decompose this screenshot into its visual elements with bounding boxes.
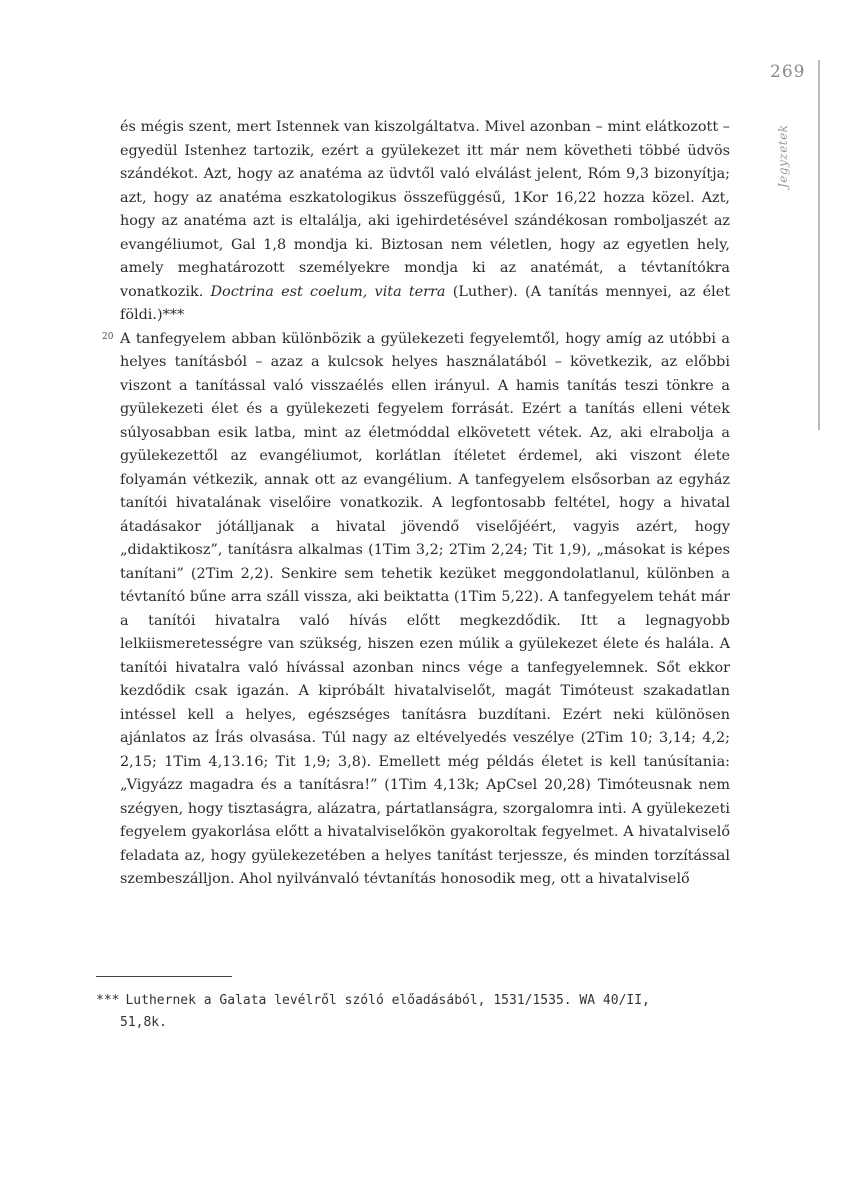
section-title-text: Jegyzetek [776,124,790,188]
margin-rule [818,60,820,430]
footnote [96,990,736,1034]
footnote-text-line1: Luthernek a Galata levélről szóló előadásából, 1531/1535. WA 40/II, [125,993,650,1008]
paragraph-1-text: és mégis szent, mert Istennek van kiszolgáltatva. Mivel azonban – mint elátkozott – egyedül Istenhez tartozik, ezért a gyülekezet itt már nem követheti többé üdvös szándékot. Azt, hogy az anatéma az üdvtől való elválást jelent, Róm 9,3 bizonyítja; azt, hogy az anatéma eszkatologikus összefüggésű, 1Kor 16,22 hozza közel. Azt, hogy az anatéma azt is eltalálja, aki igehirdetésével szándékosan romboljaszét az evangéliumot, Gal 1,8 mondja ki. Biztosan nem véletlen, hogy az egyetlen hely, amely meghatározott személyekre mondja ki az anatémát, a tévtanítókra vonatkozik. [120,119,730,300]
running-section-title [774,112,794,192]
paragraph-1-tail: (Luther). (A tanítás mennyei, az élet földi.)*** [120,283,730,323]
paragraph-2: A tanfegyelem abban különbözik a gyülekezeti fegyelemtől, hogy amíg az utóbbi a helyes tanításból – azaz a kulcsok helyes használatából – következik, az előbbi viszont a tanítással való visszaélés ellen irányul. A hamis tanítás teszi tönkre a gyülekezeti élet és a gyülekezeti fegyelem forrását. Ezért a tanítás elleni vétek súlyosabban esik latba, mint az életmóddal elkövetett vétek. Az, aki elrabolja a gyülekezettől az evangéliumot, korlátlan ítéletet érdemel, aki viszont élete folyamán vétkezik, annak ott az evangélium. A tanfegyelem elsősorban az egyház tanítói hivatalának viselőire vonatkozik. A legfontosabb feltétel, hogy a hivatal átadásakor jótálljanak a hivatal jövendő viselőjéért, vagyis azért, hogy „didaktikosz”, tanításra alkalmas (1Tim 3,2; 2Tim 2,24; Tit 1,9), „másokat is képes tanítani” (2Tim 2,2). Senkire sem tehetik kezüket meggondolatlanul, különben a tévtanító bűne arra száll vissza, aki beiktatta (1Tim 5,22). A tanfegyelem tehát már a tanítói hivatalra való hívás előtt megkezdődik. Itt a legnagyobb lelkiismeretességre van szükség, hiszen ezen múlik a gyülekezet élete és halála. A tanítói hivatalra való hívással azonban nincs vége a tanfegyelemnek. Sőt ekkor kezdődik csak igazán. A kipróbált hivatalviselőt, magát Timóteust szakadatlan intéssel kell a helyes, egészséges tanításra buzdítani. Ezért neki különösen ajánlatos az Írás olvasása. Túl nagy az eltévelyedés veszélye (2Tim 10; 3,14; 4,2; 2,15; 1Tim 4,13.16; Tit 1,9; 3,8). Emellett még példás életet is kell tanúsítania: „Vigyázz magadra és a tanításra!” (1Tim 4,13k; ApCsel 20,28) Timóteusnak nem szégyen, hogy tisztaságra, alázatra, pártatlanságra, szorgalomra inti. A gyülekezeti fegyelem gyakorlása előtt a hivatalviselőkön gyakoroltak fegyelmet. A hivatalviselő feladata az, hogy gyülekezetében a helyes tanítást terjessze, és minden torzítással szembeszálljon. Ahol nyilvánvaló tévtanítás honosodik meg, ott a hivatalviselő [120,330,730,887]
footnote-text-line2: 51,8k. [120,1015,167,1030]
footnote-mark: *** [96,993,120,1008]
main-text [120,116,730,892]
latin-quote: Doctrina est coelum, vita terra [210,283,446,300]
page-number: 269 [770,62,806,82]
line-number-marker: 20 [102,332,114,342]
paragraph-1 [120,116,730,328]
footnote-separator [96,976,232,977]
